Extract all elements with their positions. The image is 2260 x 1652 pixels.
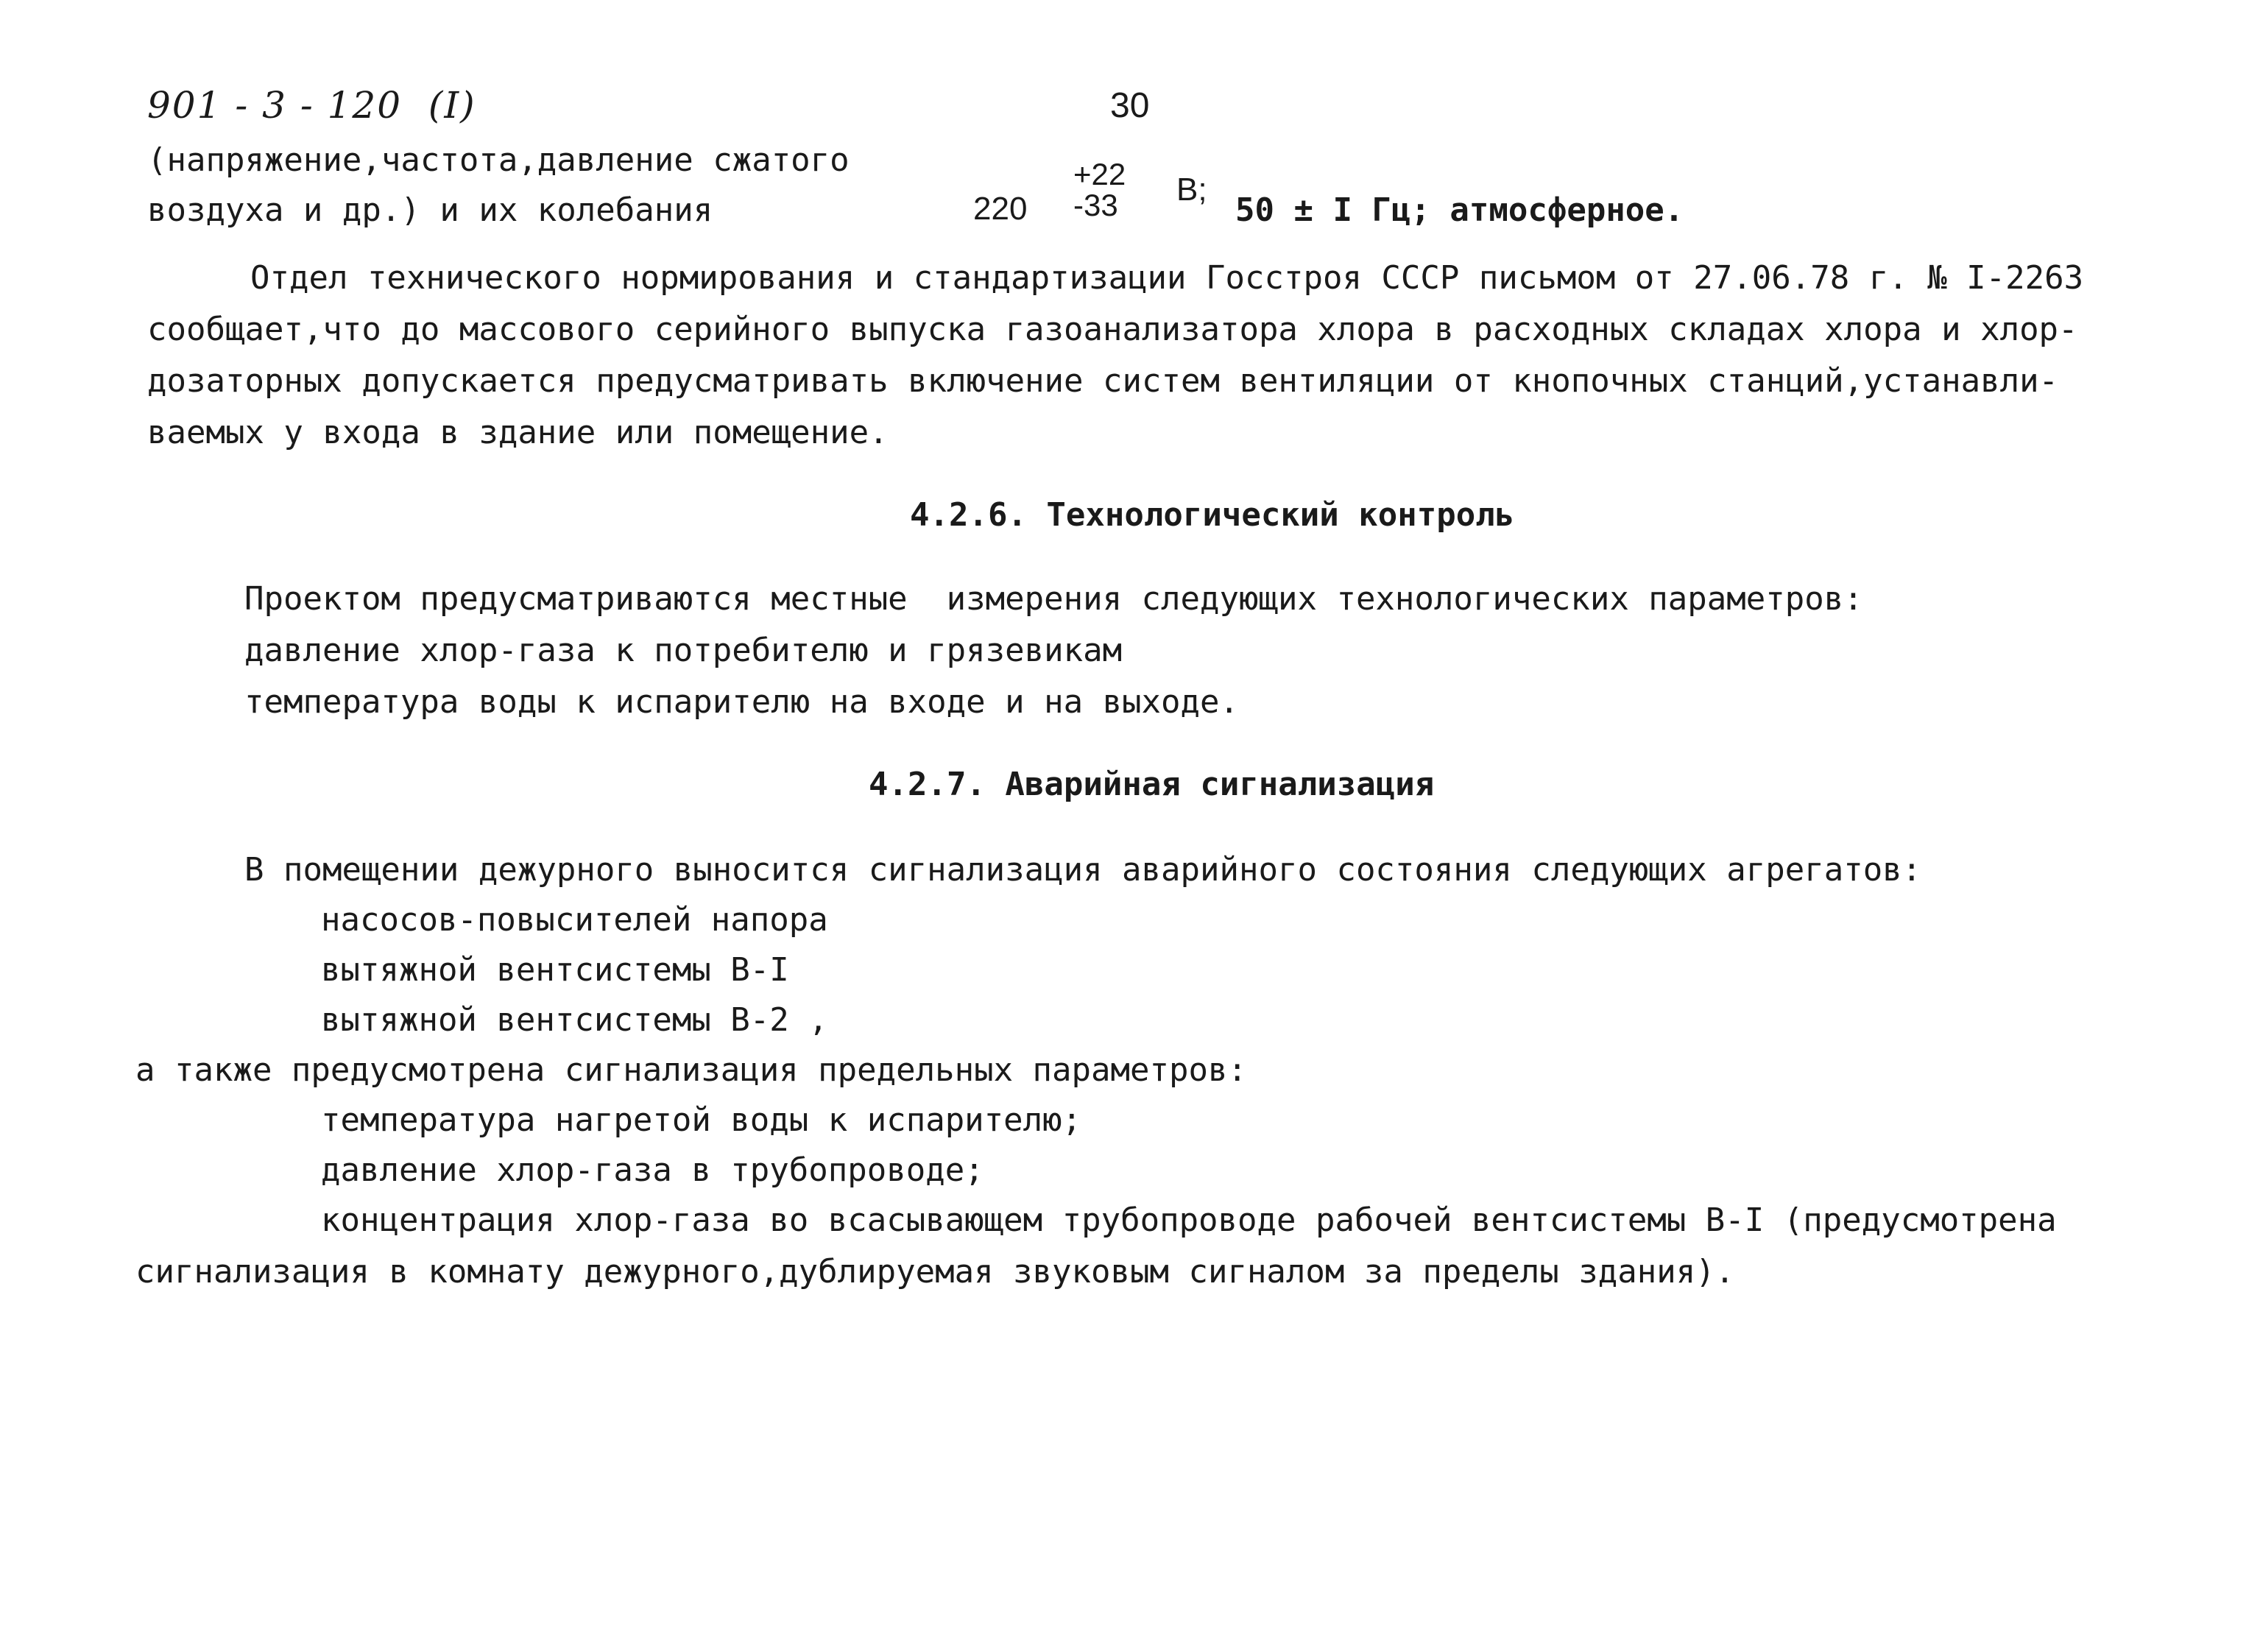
voltage-plus-tolerance: +22 — [1073, 157, 1126, 191]
notice-line-3: дозаторных допускается предусматривать включение систем вентиляции от кнопочных станций,устанавли- — [147, 362, 2059, 400]
concentration-line-1: концентрация хлор-газа во всасывающем трубопроводе рабочей вентсистемы В-I (предусмотрена — [321, 1201, 2057, 1239]
limits-intro: а также предусмотрена сигнализация предельных параметров: — [135, 1051, 1247, 1089]
section-427-title: 4.2.7. Аварийная сигнализация — [869, 766, 1435, 803]
section-426-title: 4.2.6. Технологический контроль — [910, 496, 1515, 534]
notice-line-4: ваемых у входа в здание или помещение. — [147, 414, 889, 451]
voltage-minus-tolerance: -33 — [1073, 188, 1118, 222]
unit-item: насосов-повысителей напора — [321, 901, 828, 939]
document-code: 901 - 3 - 120 (I) — [147, 84, 476, 127]
section-427-intro: В помещении дежурного выносится сигнализация аварийного состояния следующих агрегатов: — [244, 851, 1922, 889]
voltage-base: 220 — [973, 191, 1028, 227]
section-426-line-2: давление хлор-газа к потребителю и грязевикам — [244, 632, 1123, 669]
limit-item: температура нагретой воды к испарителю; — [321, 1101, 1082, 1139]
unit-item: вытяжной вентсистемы В-2 , — [321, 1001, 828, 1039]
notice-line-1: Отдел технического нормирования и стандартизации Госстроя СССР письмом от 27.06.78 г. № I-2263 — [250, 259, 2084, 297]
notice-line-2: сообщает,что до массового серийного выпуска газоанализатора хлора в расходных складах хлора и хлор- — [147, 311, 2078, 348]
section-426-line-3: температура воды к испарителю на входе и на выходе. — [244, 683, 1240, 721]
page-number: 30 — [1110, 86, 1150, 125]
voltage-unit: В; — [1176, 172, 1207, 208]
concentration-line-2: сигнализация в комнату дежурного,дублируемая звуковым сигналом за пределы здания). — [135, 1253, 1735, 1291]
frequency-line: 50 ± I Гц; атмосферное. — [1235, 191, 1684, 229]
section-426-line-1: Проектом предусматриваются местные измерения следующих технологических параметров: — [244, 580, 1863, 618]
specs-line-2: воздуха и др.) и их колебания — [147, 191, 713, 229]
limit-item: давление хлор-газа в трубопроводе; — [321, 1151, 984, 1189]
specs-line-1: (напряжение,частота,давление сжатого — [147, 141, 850, 179]
unit-item: вытяжной вентсистемы В-I — [321, 951, 789, 989]
